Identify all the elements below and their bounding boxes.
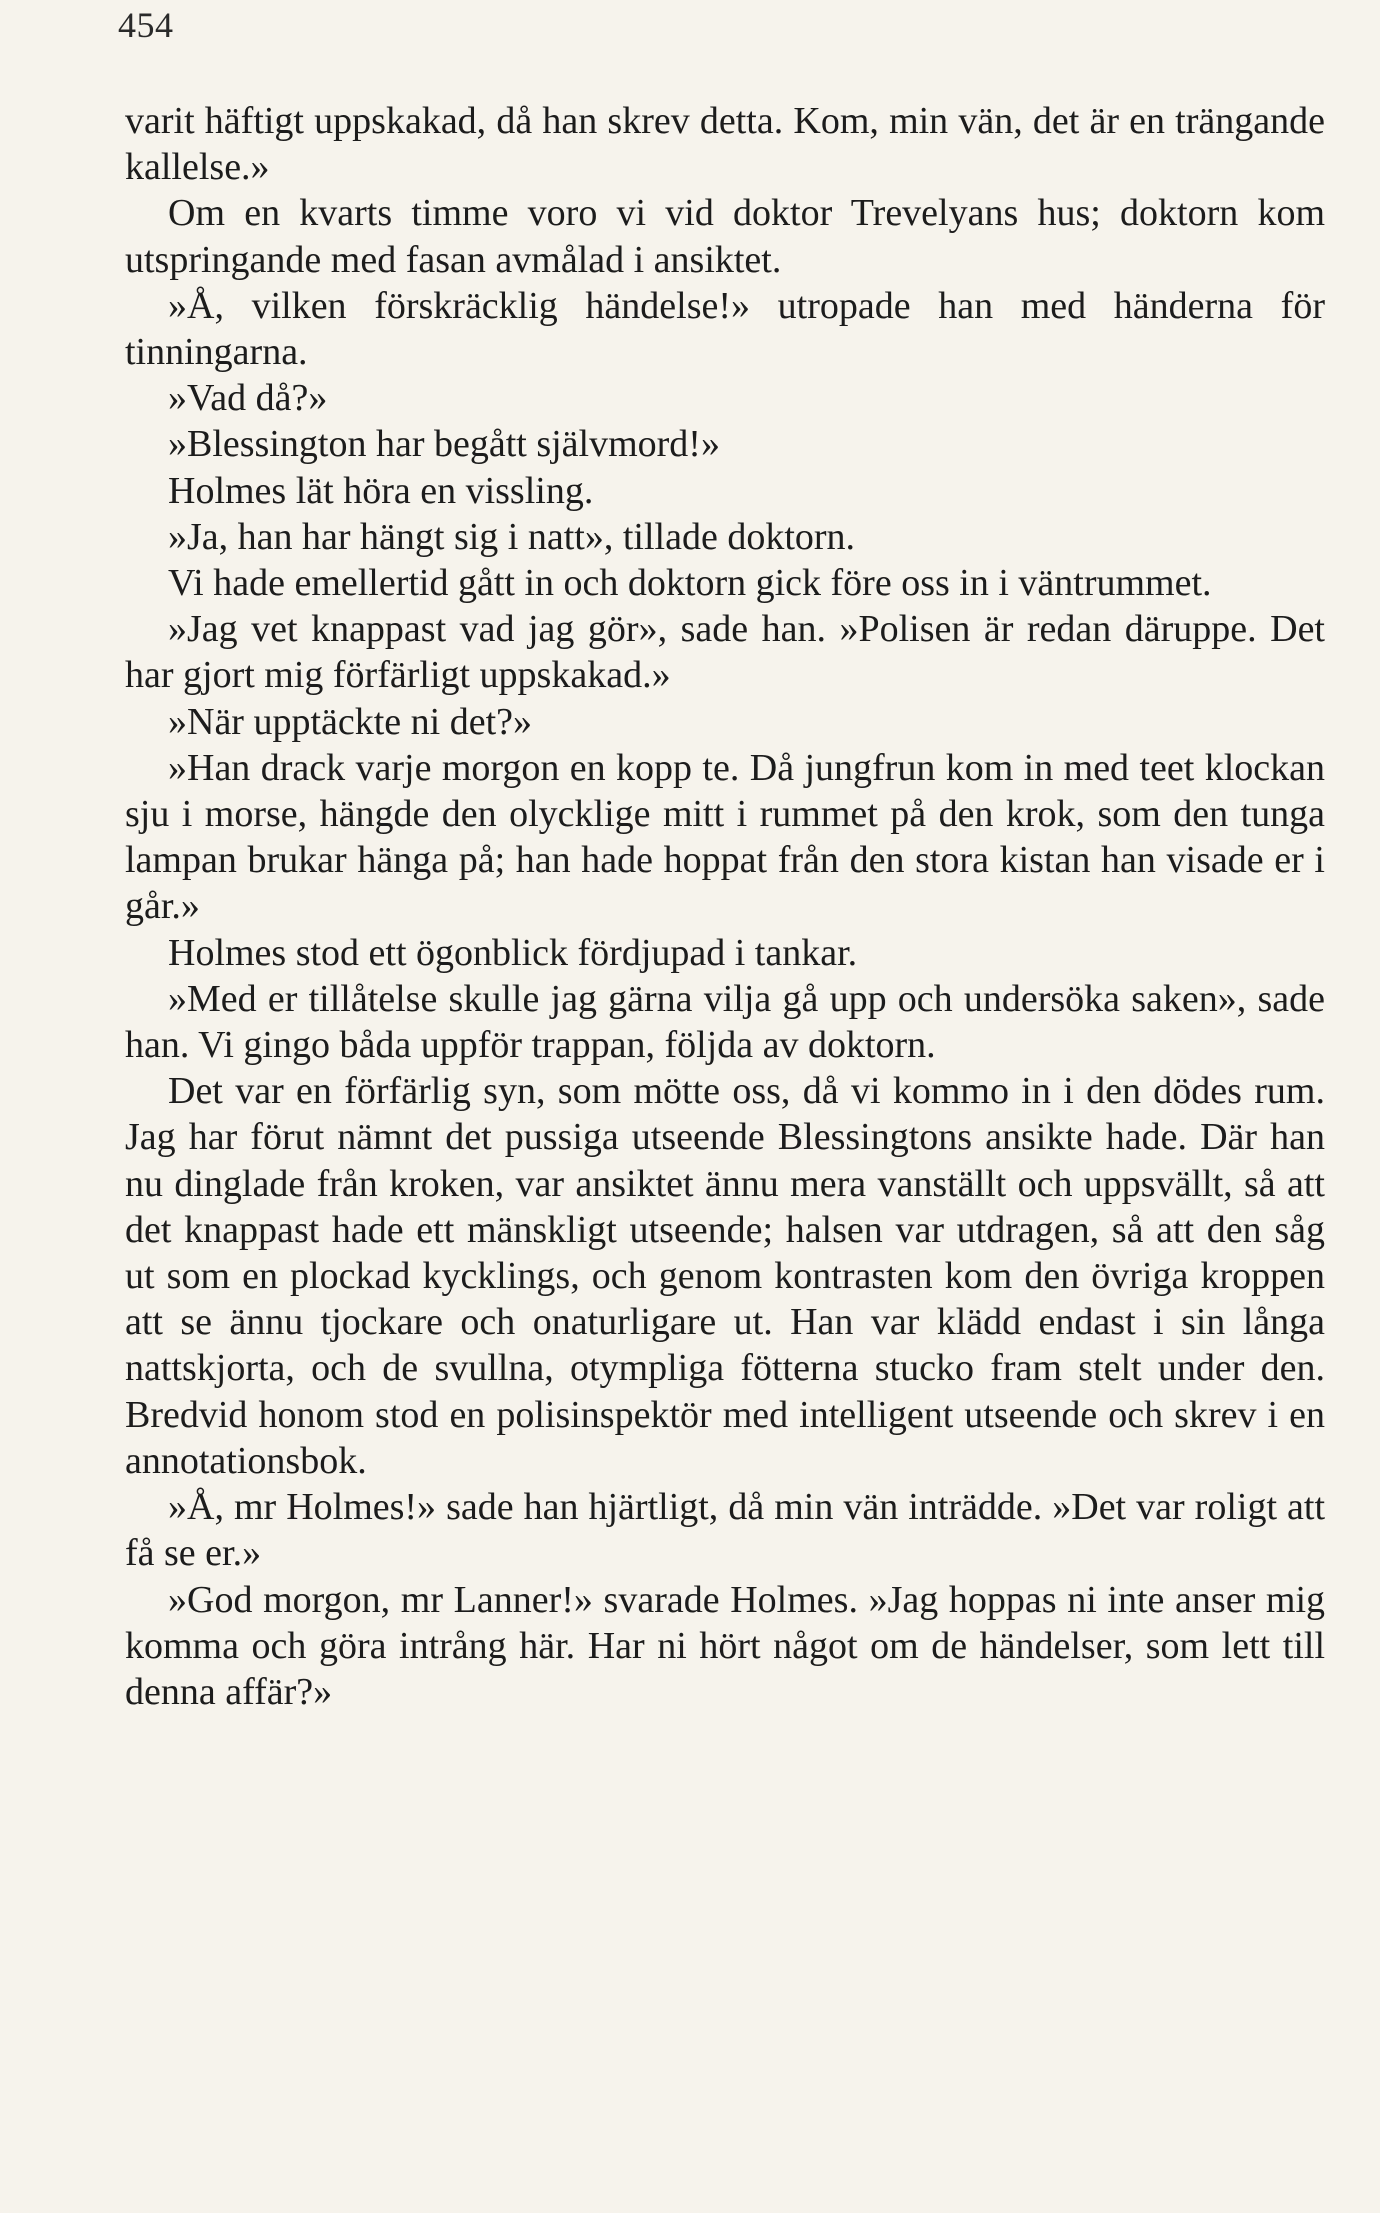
page-number: 454 <box>118 5 174 45</box>
paragraph: Om en kvarts timme voro vi vid doktor Trevelyans hus; doktorn kom utspringande med fasan avmålad i ansiktet. <box>125 192 1325 281</box>
paragraph: »Med er tillåtelse skulle jag gärna vilja gå upp och undersöka saken», sade han. Vi gingo båda uppför trappan, följda av doktorn. <box>125 977 1325 1067</box>
paragraph: »Vad då?» <box>168 377 328 420</box>
paragraph: Vi hade emellertid gått in och doktorn gick före oss in i väntrummet. <box>168 562 1212 605</box>
paragraph: Holmes stod ett ögonblick fördjupad i tankar. <box>168 931 858 974</box>
paragraph: Det var en förfärlig syn, som mötte oss, då vi kommo in i den dödes rum. Jag har förut nämnt det pussiga utseende Blessingtons ansikte hade. Där han nu dinglade från kroken, var ansiktet ännu mera vanställt och uppsvällt, så att det knappast hade ett mänskligt utseende; halsen var utdragen, så att den såg ut som en plockad kycklings, och genom kontrasten kom den övriga kroppen att se ännu tjockare och onaturligare ut. Han var klädd endast i sin långa nattskjorta, och de svullna, otympliga fötterna stucko fram stelt under den. Bredvid honom stod en polisinspektör med intelligent utseende och skrev i en annotationsbok. <box>125 1070 1325 1482</box>
body-text <box>125 98 1325 1715</box>
paragraph: »Blessington har begått självmord!» <box>168 423 720 466</box>
paragraph: Holmes lät höra en vissling. <box>168 469 594 512</box>
paragraph: »God morgon, mr Lanner!» svarade Holmes. »Jag hoppas ni inte anser mig komma och göra intrång här. Har ni hört något om de händelser, som lett till denna affär?» <box>125 1578 1325 1713</box>
page-edge <box>1380 0 1400 2213</box>
paragraph: »Å, mr Holmes!» sade han hjärtligt, då min vän inträdde. »Det var roligt att få se er.» <box>125 1486 1325 1575</box>
paragraph: »När upptäckte ni det?» <box>168 700 533 743</box>
paragraph: »Ja, han har hängt sig i natt», tillade doktorn. <box>168 515 856 558</box>
paragraph: »Han drack varje morgon en kopp te. Då jungfrun kom in med teet klockan sju i morse, hängde den olycklige mitt i rummet på den krok, som den tunga lampan brukar hänga på; han hade hoppat från den stora kistan han visade er i går.» <box>125 746 1325 928</box>
paragraph: »Å, vilken förskräcklig händelse!» utropade han med händerna för tinningarna. <box>125 284 1325 374</box>
paragraph: »Jag vet knappast vad jag gör», sade han. »Polisen är redan däruppe. Det har gjort mig förfärligt uppskakad.» <box>125 608 1325 697</box>
paragraph: varit häftigt uppskakad, då han skrev detta. Kom, min vän, det är en trängande kallelse.» <box>125 100 1325 189</box>
